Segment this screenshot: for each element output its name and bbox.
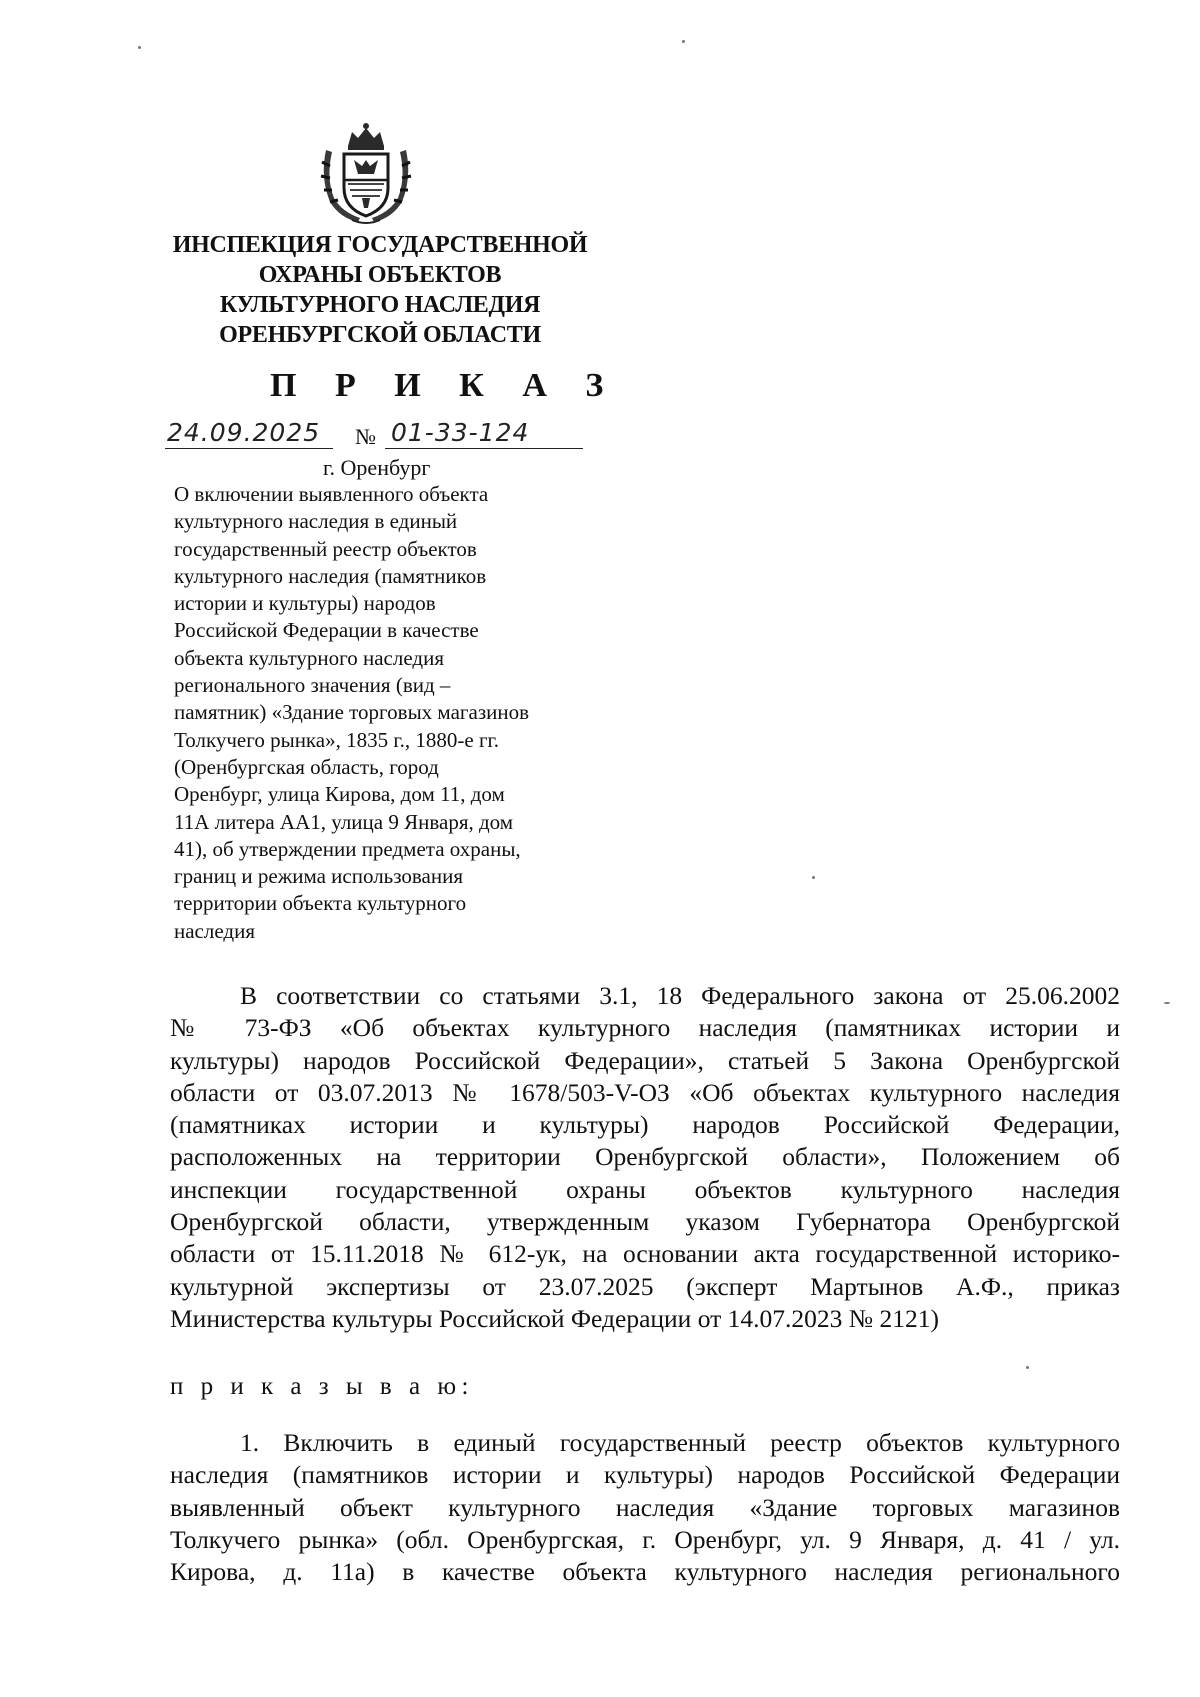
document-title: П Р И К А З — [270, 367, 619, 404]
oblast-coat-of-arms-icon — [318, 122, 414, 226]
subject-line: Оренбург, улица Кирова, дом 11, дом — [174, 782, 505, 807]
subject-line: территории объекта культурного — [174, 891, 467, 916]
subject-line: культурного наследия (памятников — [174, 563, 487, 588]
scan-speck — [812, 876, 815, 879]
organization-line: ИНСПЕКЦИЯ ГОСУДАРСТВЕННОЙ — [172, 232, 588, 258]
subject-line: Российской Федерации в качестве — [174, 618, 479, 643]
paragraph-line: Оренбургской области, утвержденным указом Губернатора Оренбургской — [170, 1207, 1120, 1237]
paragraph-line: области от 15.11.2018 № 612-ук, на основании акта государственной историко- — [170, 1239, 1120, 1269]
order-item-1 — [170, 1427, 1120, 1588]
subject-line: Толкучего рынка», 1835 г., 1880-е гг. — [174, 727, 500, 752]
subject-line: государственный реестр объектов — [174, 536, 477, 561]
paragraph-line: наследия (памятников истории и культуры) народов Российской Федерации — [170, 1460, 1120, 1490]
paragraph-line: № 73-ФЗ «Об объектах культурного наследия (памятниках истории и — [170, 1013, 1120, 1043]
paragraph-line: Кирова, д. 11а) в качестве объекта культурного наследия регионального — [170, 1557, 1120, 1587]
order-subject — [174, 481, 614, 945]
paragraph-line: области от 03.07.2013 № 1678/503-V-ОЗ «Об объектах культурного наследия — [170, 1077, 1120, 1107]
subject-line: (Оренбургская область, город — [174, 754, 439, 779]
paragraph-line: Толкучего рынка» (обл. Оренбургская, г. Оренбург, ул. 9 Января, д. 41 / ул. — [170, 1524, 1120, 1554]
organization-line: ОХРАНЫ ОБЪЕКТОВ — [258, 262, 502, 288]
scan-speck — [1164, 1002, 1170, 1004]
order-city: г. Оренбург — [323, 455, 431, 480]
subject-line: объекта культурного наследия — [174, 645, 444, 670]
subject-line: наследия — [174, 918, 255, 943]
paragraph-line: культуры) народов Российской Федерации», статьей 5 Закона Оренбургской — [170, 1045, 1120, 1075]
paragraph-line: Министерства культуры Российской Федерации от 14.07.2023 № 2121) — [170, 1303, 939, 1333]
subject-line: памятник) «Здание торговых магазинов — [174, 700, 530, 725]
paragraph-line: 1. Включить в единый государственный реестр объектов культурного — [240, 1428, 1120, 1457]
organization-line: КУЛЬТУРНОГО НАСЛЕДИЯ — [219, 292, 541, 318]
preamble-paragraph — [170, 980, 1120, 1335]
scan-speck — [138, 46, 141, 49]
subject-line: 11А литера АА1, улица 9 Января, дом — [174, 809, 514, 834]
subject-line: границ и режима использования — [174, 864, 464, 889]
paragraph-line: В соответствии со статьями 3.1, 18 Федерального закона от 25.06.2002 — [240, 981, 1120, 1010]
scan-speck — [1026, 1366, 1029, 1369]
subject-line: О включении выявленного объекта — [174, 482, 489, 506]
subject-line: истории и культуры) народов — [174, 591, 436, 616]
subject-line: регионального значения (вид – — [174, 673, 451, 698]
scan-speck — [682, 40, 685, 43]
paragraph-line: инспекции государственной охраны объектов культурного наследия — [170, 1174, 1120, 1204]
paragraph-line: расположенных на территории Оренбургской области», Положением об — [170, 1142, 1120, 1172]
paragraph-line: (памятниках истории и культуры) народов Российской Федерации, — [170, 1110, 1120, 1140]
order-date: 24.09.2025 — [167, 418, 321, 447]
organization-line: ОРЕНБУРГСКОЙ ОБЛАСТИ — [219, 322, 541, 348]
paragraph-line: культурной экспертизы от 23.07.2025 (эксперт Мартынов А.Ф., приказ — [170, 1271, 1120, 1301]
number-field — [385, 418, 583, 449]
order-meta — [165, 418, 605, 452]
number-sign: № — [355, 424, 376, 449]
date-field — [165, 418, 333, 449]
order-word: п р и к а з ы в а ю: — [170, 1373, 474, 1400]
subject-line: культурного наследия в единый — [174, 509, 458, 534]
paragraph-line: выявленный объект культурного наследия «Здание торговых магазинов — [170, 1492, 1120, 1522]
organization-name — [160, 230, 600, 350]
order-number: 01-33-124 — [391, 418, 530, 447]
subject-line: 41), об утверждении предмета охраны, — [174, 836, 521, 861]
